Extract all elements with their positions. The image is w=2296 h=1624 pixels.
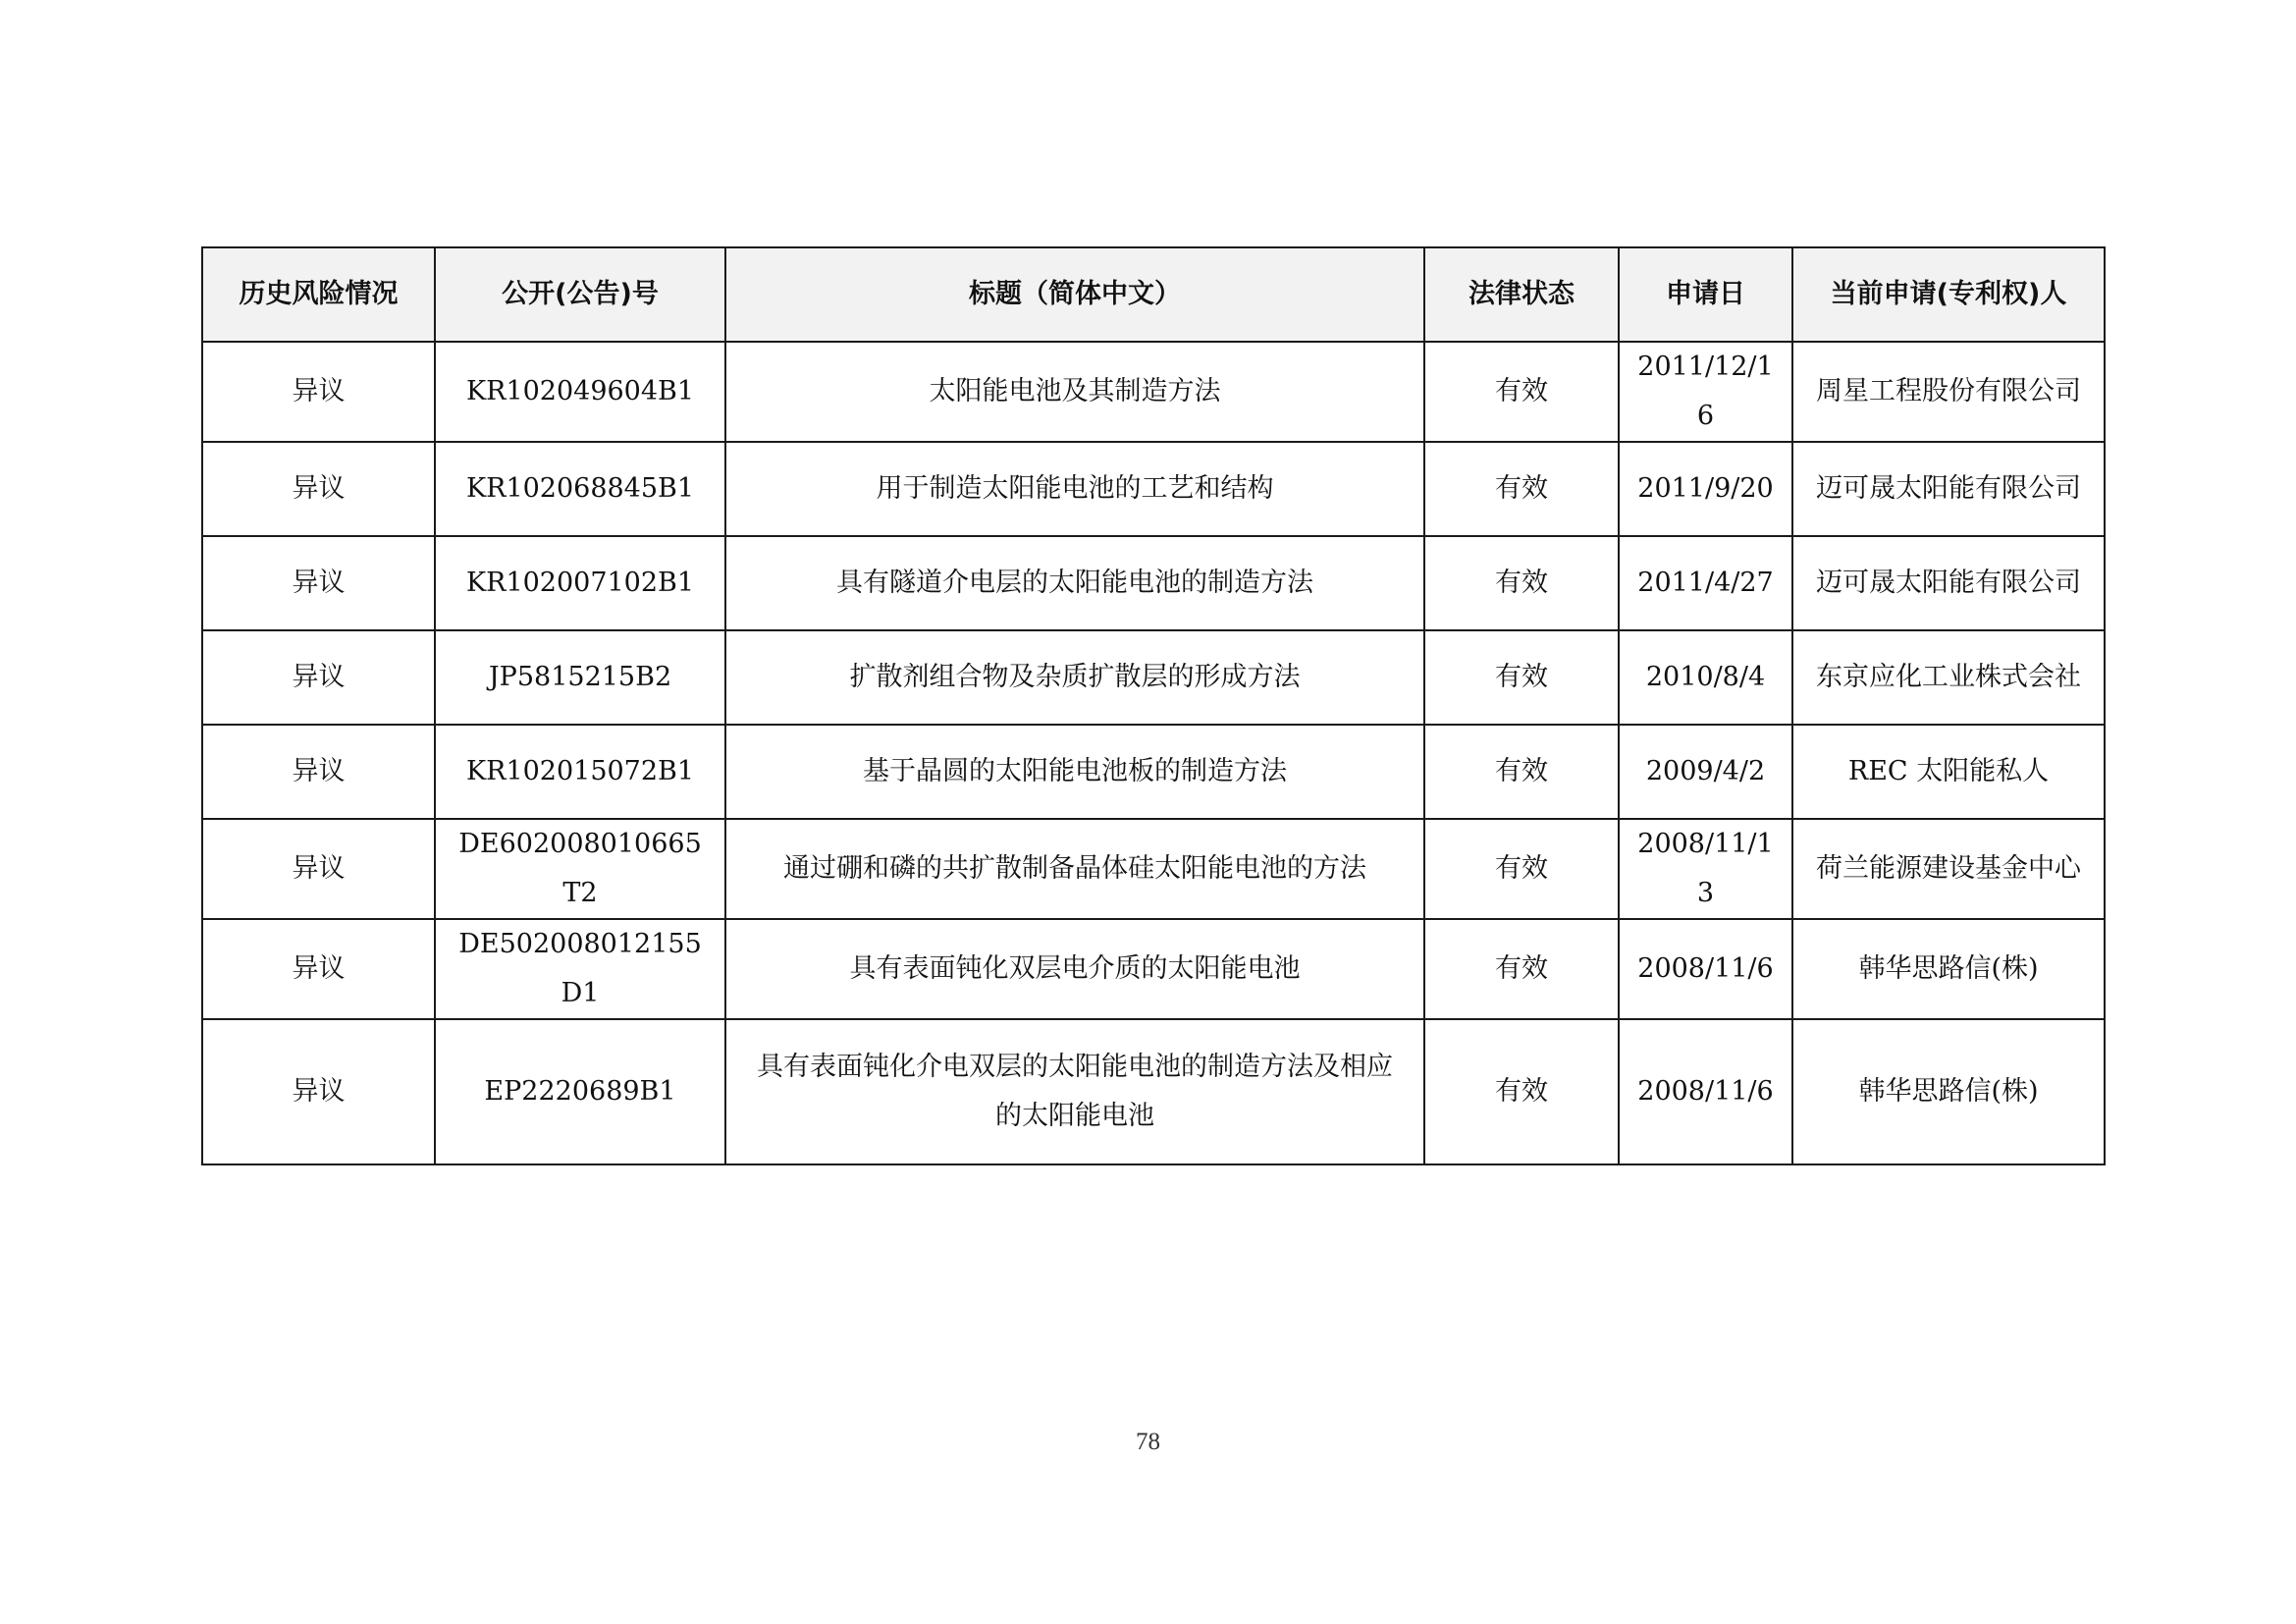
header-row: [202, 247, 2105, 342]
cell-history-risk: 异议: [202, 819, 435, 919]
cell-publication-number: DE602008010665T2: [435, 819, 725, 919]
cell-current-applicant: 迈可晟太阳能有限公司: [1792, 536, 2105, 630]
cell-publication-number: KR102068845B1: [435, 442, 725, 536]
cell-title: 用于制造太阳能电池的工艺和结构: [725, 442, 1424, 536]
cell-legal-status: 有效: [1424, 630, 1619, 725]
cell-current-applicant: 东京应化工业株式会社: [1792, 630, 2105, 725]
header-legal-status: 法律状态: [1424, 247, 1619, 342]
cell-legal-status: 有效: [1424, 1019, 1619, 1164]
cell-history-risk: 异议: [202, 725, 435, 819]
table-row: [202, 819, 2105, 919]
header-title: 标题（简体中文）: [725, 247, 1424, 342]
header-publication-number: 公开(公告)号: [435, 247, 725, 342]
cell-legal-status: 有效: [1424, 919, 1619, 1019]
table-row: [202, 630, 2105, 725]
cell-current-applicant: 韩华思路信(株): [1792, 919, 2105, 1019]
cell-title: 具有隧道介电层的太阳能电池的制造方法: [725, 536, 1424, 630]
patent-risk-table: [201, 246, 2106, 1165]
table-header: [202, 247, 2105, 342]
table-row: [202, 536, 2105, 630]
cell-application-date: 2011/9/20: [1619, 442, 1792, 536]
cell-title: 太阳能电池及其制造方法: [725, 342, 1424, 442]
cell-publication-number: JP5815215B2: [435, 630, 725, 725]
cell-application-date: 2008/11/6: [1619, 919, 1792, 1019]
cell-history-risk: 异议: [202, 1019, 435, 1164]
header-application-date: 申请日: [1619, 247, 1792, 342]
cell-application-date: 2011/12/16: [1619, 342, 1792, 442]
cell-current-applicant: REC 太阳能私人: [1792, 725, 2105, 819]
cell-current-applicant: 周星工程股份有限公司: [1792, 342, 2105, 442]
cell-application-date: 2011/4/27: [1619, 536, 1792, 630]
cell-current-applicant: 荷兰能源建设基金中心: [1792, 819, 2105, 919]
cell-history-risk: 异议: [202, 919, 435, 1019]
cell-application-date: 2009/4/2: [1619, 725, 1792, 819]
cell-title: 基于晶圆的太阳能电池板的制造方法: [725, 725, 1424, 819]
cell-current-applicant: 迈可晟太阳能有限公司: [1792, 442, 2105, 536]
header-current-applicant: 当前申请(专利权)人: [1792, 247, 2105, 342]
cell-title: 通过硼和磷的共扩散制备晶体硅太阳能电池的方法: [725, 819, 1424, 919]
cell-publication-number: KR102015072B1: [435, 725, 725, 819]
cell-history-risk: 异议: [202, 342, 435, 442]
cell-application-date: 2008/11/6: [1619, 1019, 1792, 1164]
table-row: [202, 442, 2105, 536]
cell-title: 具有表面钝化双层电介质的太阳能电池: [725, 919, 1424, 1019]
cell-legal-status: 有效: [1424, 819, 1619, 919]
cell-publication-number: KR102007102B1: [435, 536, 725, 630]
cell-publication-number: DE502008012155D1: [435, 919, 725, 1019]
cell-application-date: 2010/8/4: [1619, 630, 1792, 725]
cell-title: 具有表面钝化介电双层的太阳能电池的制造方法及相应的太阳能电池: [725, 1019, 1424, 1164]
cell-legal-status: 有效: [1424, 342, 1619, 442]
header-history-risk: 历史风险情况: [202, 247, 435, 342]
cell-history-risk: 异议: [202, 442, 435, 536]
cell-history-risk: 异议: [202, 630, 435, 725]
cell-history-risk: 异议: [202, 536, 435, 630]
cell-current-applicant: 韩华思路信(株): [1792, 1019, 2105, 1164]
cell-publication-number: EP2220689B1: [435, 1019, 725, 1164]
table-body: [202, 342, 2105, 1164]
table-row: [202, 1019, 2105, 1164]
cell-legal-status: 有效: [1424, 442, 1619, 536]
cell-application-date: 2008/11/13: [1619, 819, 1792, 919]
page-number: 78: [1136, 1429, 1160, 1455]
cell-legal-status: 有效: [1424, 536, 1619, 630]
table-row: [202, 919, 2105, 1019]
cell-publication-number: KR102049604B1: [435, 342, 725, 442]
table-row: [202, 725, 2105, 819]
table-row: [202, 342, 2105, 442]
cell-legal-status: 有效: [1424, 725, 1619, 819]
cell-title: 扩散剂组合物及杂质扩散层的形成方法: [725, 630, 1424, 725]
